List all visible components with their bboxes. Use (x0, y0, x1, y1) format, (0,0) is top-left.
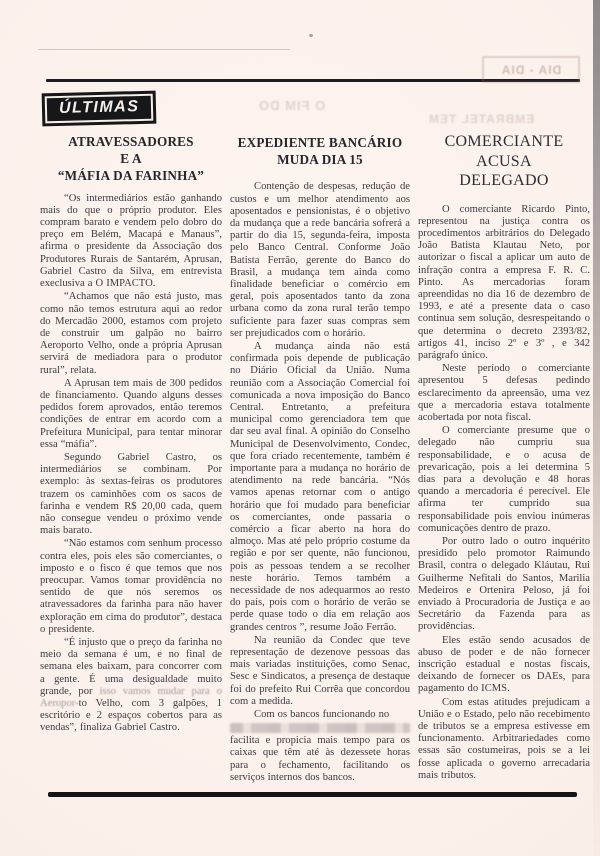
paragraph-segment: “É injusto que o preço da farinha no meio da semana é um, e no final de semana eles baixam, para concorrer com a gente. É uma desigualdade muito grande, por (40, 636, 222, 697)
scan-edge-shadow (593, 0, 600, 856)
paragraph-continuation: facilita e propicia mais tempo para os caixas que têm até às dezessete horas para o fechamento, facilitando os serviços internos dos bancos. (230, 735, 410, 783)
article-right-title-line2: DELEGADO (459, 172, 549, 190)
article-left-title (40, 134, 222, 185)
paragraph: Com os bancos funcionando no (254, 709, 390, 721)
article-left-title-line2: E A (120, 150, 142, 166)
paragraph: Com estas atitudes prejudicam a União e o Estado, pelo não recebimento de tributos se a empresa estivesse em funcionamento. Arbitrariedades como essas são costumeiras, pois se a lei fosse aplicada o governo arrecadaria mais tributos. (418, 696, 590, 781)
article-right-title (418, 132, 590, 191)
bleedthrough-text-mid: EMBRATEL TEM (428, 112, 535, 126)
paragraph: “Não estamos com senhum processo contra eles, pois eles são comerciantes, o imposto e o fisco é que temos que nos preocupar. Vamos tomar providência no sentido de que nós seremos os atravessadores da farinha para não haver exploração em cima do produtor”, destaca o presidente. (40, 538, 222, 635)
article-right (418, 92, 590, 783)
paragraph: O comerciante Ricardo Pinto, representou na justiça contra os procedimentos arbitrários do Delegado João Batista Klautau Neto, por autorizar o fiscal a aplicar um auto de infração contra a empresa F. R. C. Pinto. As mercadorias foram apreendidas no dia 16 de dezembro de 1993, e até a presente data o caso continua sem solução, desrespeitando o que determina o decreto 2393/82, artigos 41, inciso 2º e 3º , e 342 parágrafo único. (418, 203, 590, 361)
ultimas-badge (42, 91, 157, 127)
paragraph: “Os intermediários estão ganhando mais do que o próprio produtor. Eles compram barato e vendem pelo dobro do preço em Belém, Macapá e Manaus”, afirma o presidente da Associação dos Produtores Rurais de Santarém, Aprusan, Gabriel Castro da Silva, em entrevista execlusiva a O IMPACTO. (40, 192, 222, 290)
article-columns (40, 92, 591, 785)
paragraph: Na reunião da Condec que teve representação de dezenove pessoas das mais variadas instituições, como Senac, Sesc e Sindicatos, a presença de destaque foi do prefeito Rui Corrêa que concordou com a medida. (230, 634, 410, 707)
ultimas-badge-frame (45, 94, 154, 124)
bleedthrough-text-top: O FIM DO (258, 98, 326, 113)
article-middle-title (230, 134, 410, 168)
illegible-smudged-line (230, 723, 410, 733)
bottom-heavy-rule (48, 792, 577, 797)
paragraph: Eles estão sendo acusados de abuso de poder e de não fornecer inscrição estadual e nostas fiscais, deixando de fornecer os DAEs, para pagamento do ICMS. (418, 634, 590, 695)
paragraph: A mudança ainda não está confirmada pois depende de publicação no Diário Oficial da União. Numa reunião com a Associação Comercial foi comunicada a nova imposição do Banco Central. Entretanto, a prefeitura municipal como gerenciadora tem que dar seu aval final. A opinião do Conselho Municipal de Desenvolvimento, Condec, que fora criado recentemente, também é importante para a mudança no horário de atendimento na rede bancária. “Nós vamos apenas retornar com o antigo horário que foi mudado para beneficiar os comerciantes, onde passaria o comércio a ficar aberto na hora do almoço. Mas até pelo próprio costume da região e por ser quente, não funcionou, pois as pessoas tendem a se recolher neste horário. Temos também a necessidade de nos adequarmos ao resto do país, pois com o horário de verão se perde quase todo o dia em relação aos grandes centros ”, resume João Ferrão. (230, 340, 410, 633)
ink-speck (309, 34, 313, 37)
paragraph: Contenção de despesas, redução de custos e um melhor atendimento aos aposentados e pensionistas, é o objetivo da mudança que a rede bancária sofrerá a partir do dia 15, segunda-feira, imposta pelo Banco Central. Conforme João Batista Ferrão, gerente do Banco do Brasil, a mudança tem ainda como finalidade beneficiar o comércio em geral, pois aposentados tanto da zona urbana como da zona rural terão tempo suficiente para fazer suas compras sem ser prejudicados com o horário. (230, 181, 410, 339)
paragraph: “Achamos que não está justo, mas como não temos estrutura aqui ao redor do Mercadão 2000, estamos com projeto de construir um galpão no bairro Aeroporto Velho, onde a própria Aprusan servirá de mediadora para o produtor rural”, relata. (40, 291, 222, 376)
article-middle-title-line1: EXPEDIENTE BANCÁRIO (237, 135, 403, 150)
paragraph: Por outro lado o outro inquérito presidido pelo promotor Raimundo Brasil, contra o delegado Kláutau, Rui Guilherme Nefitali do Santos, Marilia Medeiros e Ortenira Peloso, já foi enviado à Procuradoria de Justiça e ao Secretário da Fazenda para as providências. (418, 536, 590, 633)
paragraph: O comerciante presume que o delegado não cumpriu sua responsabilidade, e o acusa de prevaricação, pois a lei determina 5 dias para a devolução e 48 horas quando a mercadoria é perecível. Ele afirma ter cumprido sua responsabilidade pois enviou inúmeras comunicações dentro de prazo. (418, 425, 590, 534)
paragraph: Segundo Gabriel Castro, os intermediários se combinam. Por exemplo: às sextas-feiras os produtores trazem os caminhões com os sacos de farinha e vendem R$ 20,00 cada, quem não consegue vendeu o próximo vende mais barato. (40, 451, 222, 537)
bleedthrough-box-text: DIA - DIA (500, 62, 562, 77)
article-right-title-line1: COMERCIANTE ACUSA (444, 133, 564, 170)
top-faint-rule (38, 49, 290, 50)
article-middle (230, 92, 410, 785)
paragraph (40, 637, 222, 735)
ultimas-badge-label: ÚLTIMAS (58, 98, 140, 117)
paragraph-segment: to Velho, com 3 galpões, 1 escritório e 2 espaços cobertos para as vendas”, finaliza Gabriel Castro. (40, 698, 222, 734)
article-left-title-line3: “MÁFIA DA FARINHA” (57, 167, 205, 183)
faded-print-segment: isso vamos mudar para o Aeropor- (40, 685, 222, 709)
paragraph: Neste período o comerciante apresentou 5 defesas pedindo esclarecimento da apreensão, uma vez que a mercadoria estava totalmente acobertada por nota fiscal. (418, 363, 590, 423)
bleedthrough-box (482, 56, 580, 83)
article-left-title-line1: ATRAVESSADORES (68, 134, 194, 149)
article-left (40, 92, 222, 736)
article-middle-title-line2: MUDA DIA 15 (277, 152, 363, 168)
paragraph: A Aprusan tem mais de 300 pedidos de financiamento. Quando alguns desses pedidos forem aprovados, então teremos condições de entrar em acordo com a Prefeitura Municipal, para tentar minorar essa “máfia”. (40, 377, 222, 450)
